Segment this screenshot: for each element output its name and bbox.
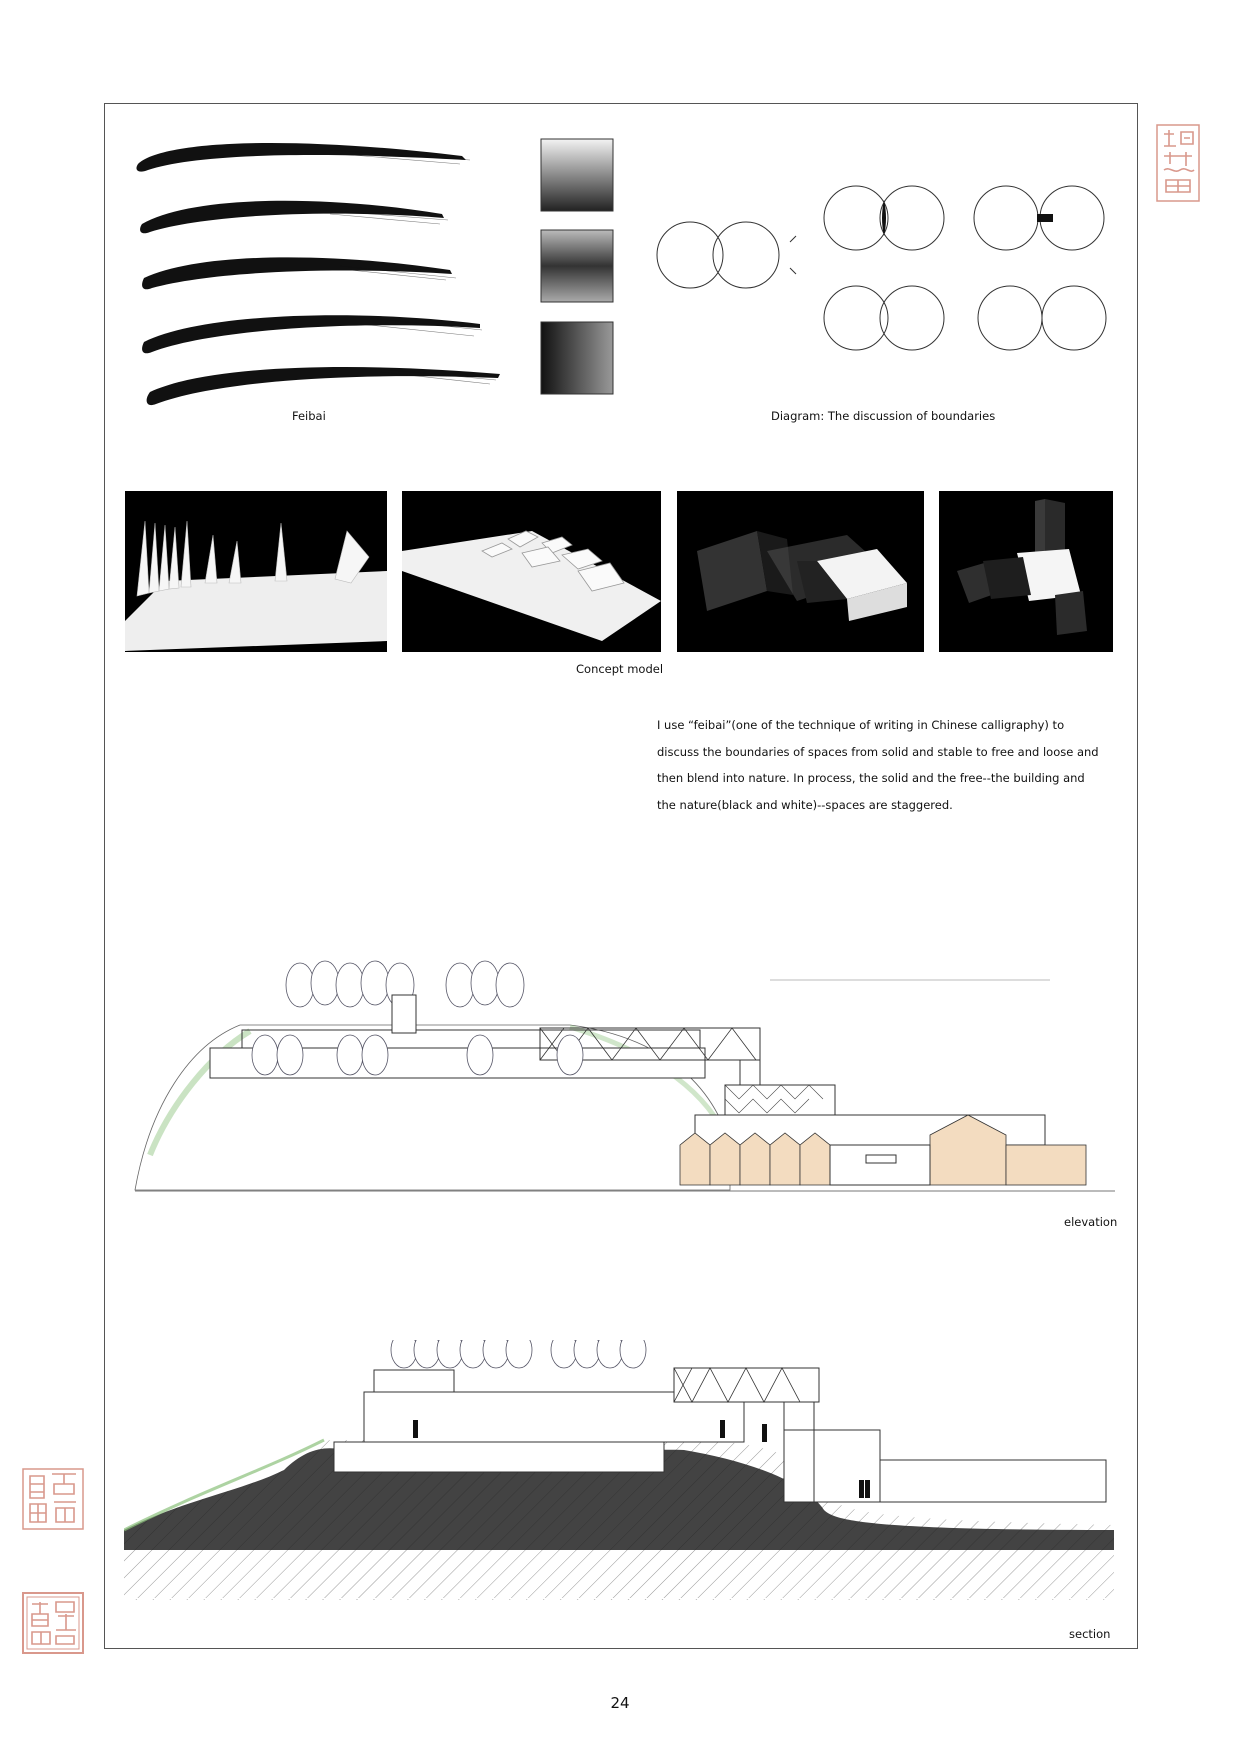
page-number: 24 [610,1694,630,1712]
caption-feibai: Feibai [292,409,326,423]
caption-elevation: elevation [1064,1215,1118,1229]
section-drawing [124,1340,1120,1619]
seal-stamp-top-right [1156,124,1200,202]
feibai-brush-strokes [130,130,500,419]
description-line-3: then blend into nature. In process, the solid and the free--the building and [657,771,1085,785]
caption-section: section [1069,1627,1111,1641]
seal-stamp-left-middle [22,1468,84,1530]
concept-model-photo-4 [939,491,1113,652]
description-paragraph [657,712,1117,818]
description-line-4: the nature(black and white)--spaces are staggered. [657,797,953,812]
feibai-texture-squares [540,138,616,402]
description-line-2: discuss the boundaries of spaces from solid and stable to free and loose and [657,744,1099,759]
concept-model-photo-2 [402,491,661,652]
caption-concept-model: Concept model [576,662,664,676]
seal-stamp-left-bottom [22,1592,84,1654]
elevation-drawing [130,955,1120,1199]
boundary-diagram [650,180,1120,364]
description-line-1: I use “feibai”(one of the technique of writing in Chinese calligraphy) to [657,718,1065,732]
concept-model-photo-1 [125,491,387,652]
concept-model-photo-3 [677,491,924,652]
caption-diagram: Diagram: The discussion of boundaries [771,409,996,423]
